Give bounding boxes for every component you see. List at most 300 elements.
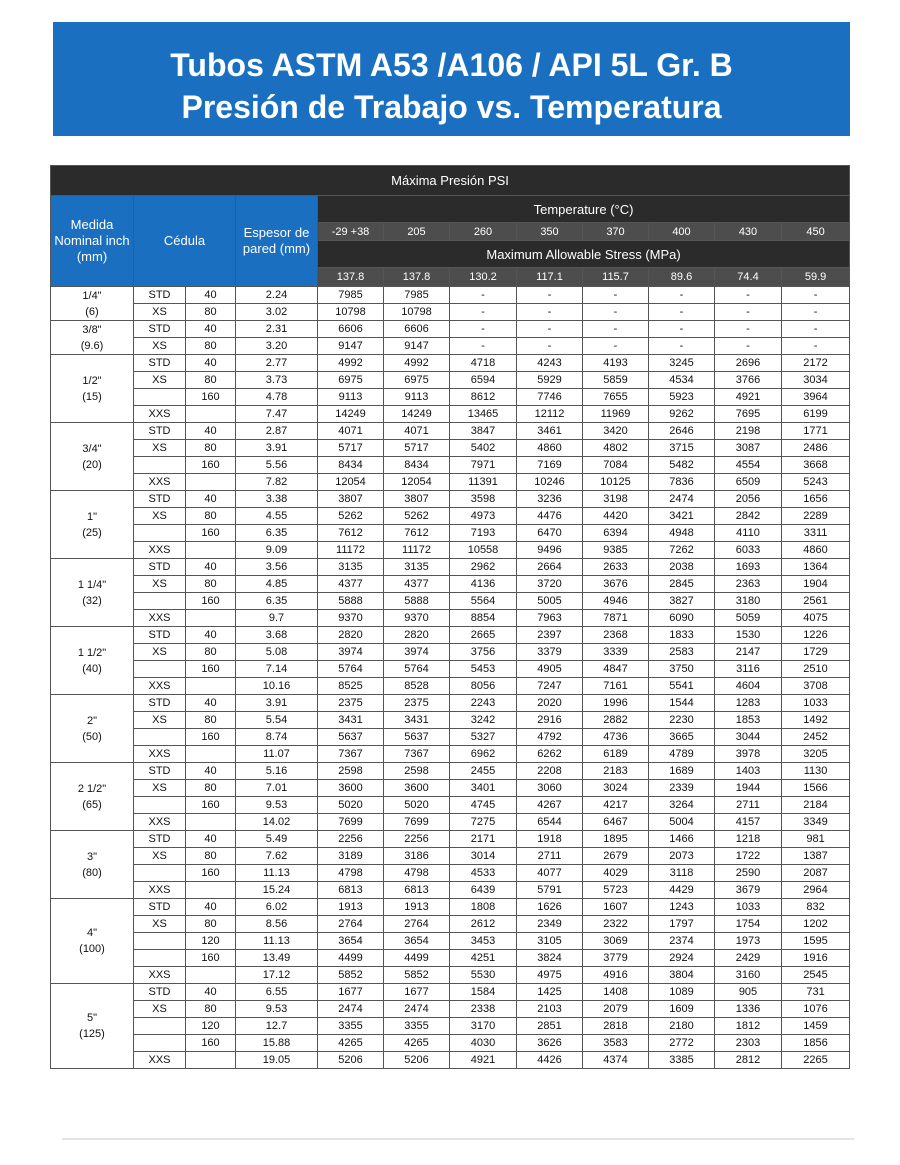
pressure-cell: 5262 <box>318 508 384 525</box>
stress-cell: 74.4 <box>715 268 782 287</box>
pressure-cell: 6394 <box>583 525 649 542</box>
schedule-number-cell: 80 <box>186 712 236 729</box>
temperature-cell: 350 <box>517 223 583 241</box>
pressure-cell: 832 <box>782 899 850 916</box>
schedule-cell <box>134 661 186 678</box>
schedule-number-cell: 40 <box>186 627 236 644</box>
nominal-size-inch: 2 1/2" <box>77 782 107 795</box>
schedule-cell <box>134 950 186 967</box>
pressure-cell: 3974 <box>318 644 384 661</box>
pressure-cell: 6470 <box>517 525 583 542</box>
nominal-size-cell <box>51 491 134 559</box>
pressure-cell: 4217 <box>583 797 649 814</box>
pressure-cell: 8854 <box>450 610 517 627</box>
nominal-size-inch: 1/4" <box>82 289 102 302</box>
wall-thickness-cell: 3.02 <box>236 304 318 321</box>
pressure-cell: 7084 <box>583 457 649 474</box>
pressure-cell: 1202 <box>782 916 850 933</box>
schedule-number-cell <box>186 542 236 559</box>
schedule-number-cell: 160 <box>186 1035 236 1052</box>
pressure-cell: 1243 <box>649 899 715 916</box>
pressure-cell: 7612 <box>318 525 384 542</box>
schedule-cell <box>134 797 186 814</box>
schedule-cell: XXS <box>134 1052 186 1069</box>
pressure-cell: 2664 <box>517 559 583 576</box>
schedule-cell: STD <box>134 695 186 712</box>
pressure-cell: 4426 <box>517 1052 583 1069</box>
nominal-size-inch: 1" <box>86 510 98 523</box>
schedule-number-cell: 160 <box>186 457 236 474</box>
pressure-cell: 7699 <box>318 814 384 831</box>
nominal-size-inch: 1 1/2" <box>77 646 107 659</box>
table-row <box>51 457 850 474</box>
wall-thickness-cell: 2.31 <box>236 321 318 338</box>
pressure-cell: 3824 <box>517 950 583 967</box>
pressure-cell: 7169 <box>517 457 583 474</box>
schedule-number-cell <box>186 1052 236 1069</box>
pressure-cell: - <box>450 338 517 355</box>
pressure-cell: 3180 <box>715 593 782 610</box>
schedule-cell: XS <box>134 440 186 457</box>
title-line-2: Presión de Trabajo vs. Temperatura <box>181 89 722 125</box>
schedule-number-cell: 160 <box>186 865 236 882</box>
pressure-cell: 2184 <box>782 797 850 814</box>
temperature-cell: 400 <box>649 223 715 241</box>
pressure-cell: 7655 <box>583 389 649 406</box>
wall-thickness-cell: 14.02 <box>236 814 318 831</box>
table-row <box>51 678 850 695</box>
pressure-cell: 7985 <box>318 287 384 304</box>
pressure-cell: 7275 <box>450 814 517 831</box>
table-row <box>51 593 850 610</box>
pressure-cell: 3242 <box>450 712 517 729</box>
pressure-cell: 2962 <box>450 559 517 576</box>
pressure-cell: 2845 <box>649 576 715 593</box>
pressure-cell: 2851 <box>517 1018 583 1035</box>
wall-thickness-cell: 15.88 <box>236 1035 318 1052</box>
table-row <box>51 797 850 814</box>
stress-cell: 137.8 <box>384 268 450 287</box>
temperature-cell: -29 +38 <box>318 223 384 241</box>
wall-thickness-cell: 12.7 <box>236 1018 318 1035</box>
nominal-size-mm: (6) <box>85 305 99 318</box>
schedule-number-cell: 120 <box>186 933 236 950</box>
pressure-cell: 3461 <box>517 423 583 440</box>
pressure-cell: 3186 <box>384 848 450 865</box>
pressure-cell: 3420 <box>583 423 649 440</box>
pressure-cell: 4718 <box>450 355 517 372</box>
wall-thickness-cell: 7.01 <box>236 780 318 797</box>
pressure-cell: 7836 <box>649 474 715 491</box>
wall-thickness-cell: 5.56 <box>236 457 318 474</box>
schedule-cell: STD <box>134 763 186 780</box>
pressure-cell: 1833 <box>649 627 715 644</box>
pressure-cell: - <box>583 287 649 304</box>
wall-thickness-cell: 3.91 <box>236 440 318 457</box>
pressure-cell: 4554 <box>715 457 782 474</box>
nominal-size-inch: 1/2" <box>82 374 102 387</box>
pressure-cell: 3431 <box>384 712 450 729</box>
pressure-cell: 4798 <box>384 865 450 882</box>
pressure-cell: 7367 <box>384 746 450 763</box>
pressure-cell: - <box>517 321 583 338</box>
pressure-cell: 4921 <box>715 389 782 406</box>
pressure-cell: 3654 <box>318 933 384 950</box>
schedule-cell: STD <box>134 559 186 576</box>
pressure-cell: 3626 <box>517 1035 583 1052</box>
pressure-cell: 2924 <box>649 950 715 967</box>
table-row <box>51 882 850 899</box>
pressure-cell: 2183 <box>583 763 649 780</box>
schedule-cell <box>134 1035 186 1052</box>
wall-thickness-cell: 8.74 <box>236 729 318 746</box>
pressure-cell: 11172 <box>318 542 384 559</box>
pressure-cell: 4110 <box>715 525 782 542</box>
pressure-cell: 1033 <box>782 695 850 712</box>
pressure-cell: 5764 <box>384 661 450 678</box>
table-row <box>51 780 850 797</box>
pressure-cell: 4071 <box>384 423 450 440</box>
schedule-cell: STD <box>134 355 186 372</box>
table-main-header: Máxima Presión PSI <box>51 166 850 196</box>
schedule-number-cell: 160 <box>186 950 236 967</box>
schedule-number-cell: 120 <box>186 1018 236 1035</box>
pressure-cell: 3087 <box>715 440 782 457</box>
pressure-cell: 3827 <box>649 593 715 610</box>
nominal-size-cell <box>51 627 134 695</box>
schedule-cell <box>134 593 186 610</box>
pressure-cell: 3355 <box>318 1018 384 1035</box>
stress-cell: 115.7 <box>583 268 649 287</box>
pressure-cell: 4136 <box>450 576 517 593</box>
pressure-cell: 4789 <box>649 746 715 763</box>
pressure-cell: 5888 <box>318 593 384 610</box>
table-row <box>51 661 850 678</box>
pressure-cell: 5482 <box>649 457 715 474</box>
table-row <box>51 899 850 916</box>
nominal-size-cell <box>51 287 134 321</box>
pressure-cell: 1544 <box>649 695 715 712</box>
schedule-cell: XS <box>134 644 186 661</box>
wall-thickness-cell: 3.73 <box>236 372 318 389</box>
pressure-cell: 3974 <box>384 644 450 661</box>
pressure-cell: 7612 <box>384 525 450 542</box>
pressure-cell: - <box>517 304 583 321</box>
pressure-cell: 3034 <box>782 372 850 389</box>
schedule-cell: STD <box>134 899 186 916</box>
nominal-size-cell <box>51 831 134 899</box>
pressure-cell: 7971 <box>450 457 517 474</box>
table-row <box>51 440 850 457</box>
pressure-cell: - <box>649 338 715 355</box>
pressure-cell: 5723 <box>583 882 649 899</box>
wall-thickness-cell: 4.78 <box>236 389 318 406</box>
table-row <box>51 950 850 967</box>
pressure-cell: 2455 <box>450 763 517 780</box>
pressure-cell: 5541 <box>649 678 715 695</box>
pressure-cell: 1033 <box>715 899 782 916</box>
nominal-size-cell <box>51 355 134 423</box>
pressure-cell: 2545 <box>782 967 850 984</box>
pressure-cell: 5637 <box>384 729 450 746</box>
nominal-size-mm: (100) <box>79 943 105 955</box>
pressure-cell: 3135 <box>384 559 450 576</box>
pressure-cell: 981 <box>782 831 850 848</box>
wall-thickness-cell: 7.82 <box>236 474 318 491</box>
pressure-cell: 1595 <box>782 933 850 950</box>
pressure-cell: 5243 <box>782 474 850 491</box>
pressure-cell: 4077 <box>517 865 583 882</box>
table-row <box>51 389 850 406</box>
schedule-number-cell: 80 <box>186 304 236 321</box>
pressure-cell: 2486 <box>782 440 850 457</box>
pressure-cell: 5327 <box>450 729 517 746</box>
pressure-cell: 5004 <box>649 814 715 831</box>
pressure-cell: 4157 <box>715 814 782 831</box>
wall-thickness-cell: 8.56 <box>236 916 318 933</box>
schedule-cell: XXS <box>134 678 186 695</box>
pressure-cell: 6439 <box>450 882 517 899</box>
wall-thickness-cell: 3.56 <box>236 559 318 576</box>
pressure-cell: 3676 <box>583 576 649 593</box>
pressure-cell: 4921 <box>450 1052 517 1069</box>
pressure-cell: 14249 <box>318 406 384 423</box>
pressure-cell: 11391 <box>450 474 517 491</box>
pressure-cell: 4802 <box>583 440 649 457</box>
pressure-cell: 1722 <box>715 848 782 865</box>
wall-thickness-cell: 4.55 <box>236 508 318 525</box>
stress-cell: 130.2 <box>450 268 517 287</box>
pressure-cell: 1808 <box>450 899 517 916</box>
pressure-cell: 3668 <box>782 457 850 474</box>
pressure-cell: 2583 <box>649 644 715 661</box>
pressure-cell: 3116 <box>715 661 782 678</box>
wall-thickness-cell: 3.68 <box>236 627 318 644</box>
pressure-cell: - <box>715 338 782 355</box>
pressure-cell: 6606 <box>384 321 450 338</box>
pressure-cell: 4265 <box>384 1035 450 1052</box>
pressure-cell: 9370 <box>384 610 450 627</box>
pressure-cell: 4975 <box>517 967 583 984</box>
pressure-cell: 3379 <box>517 644 583 661</box>
nominal-size-mm: (15) <box>82 390 102 403</box>
wall-thickness-cell: 9.09 <box>236 542 318 559</box>
table-row <box>51 508 850 525</box>
pressure-cell: 4604 <box>715 678 782 695</box>
schedule-number-cell: 160 <box>186 729 236 746</box>
pressure-cell: 5791 <box>517 882 583 899</box>
pressure-cell: - <box>649 287 715 304</box>
pressure-cell: 6594 <box>450 372 517 389</box>
pressure-cell: 6199 <box>782 406 850 423</box>
pressure-cell: 5859 <box>583 372 649 389</box>
pressure-cell: 6509 <box>715 474 782 491</box>
nominal-size-cell <box>51 321 134 355</box>
wall-thickness-cell: 6.55 <box>236 984 318 1001</box>
pressure-cell: 8434 <box>318 457 384 474</box>
pressure-cell: 6033 <box>715 542 782 559</box>
pressure-cell: 1853 <box>715 712 782 729</box>
table-row <box>51 338 850 355</box>
pressure-cell: 2375 <box>318 695 384 712</box>
nominal-size-mm: (40) <box>82 662 102 675</box>
pressure-cell: 6962 <box>450 746 517 763</box>
pressure-cell: 1689 <box>649 763 715 780</box>
pressure-cell: 12112 <box>517 406 583 423</box>
schedule-cell <box>134 933 186 950</box>
pressure-cell: 2696 <box>715 355 782 372</box>
pressure-cell: 3583 <box>583 1035 649 1052</box>
pressure-cell: 2322 <box>583 916 649 933</box>
pressure-cell: 7193 <box>450 525 517 542</box>
table-row <box>51 372 850 389</box>
pressure-cell: 3245 <box>649 355 715 372</box>
pressure-cell: - <box>649 321 715 338</box>
table-row <box>51 814 850 831</box>
table-row <box>51 576 850 593</box>
pressure-cell: - <box>583 338 649 355</box>
pressure-cell: 1607 <box>583 899 649 916</box>
schedule-number-cell: 40 <box>186 831 236 848</box>
nominal-size-mm: (125) <box>79 1028 105 1040</box>
pressure-cell: 3339 <box>583 644 649 661</box>
pressure-cell: 1283 <box>715 695 782 712</box>
pressure-cell: 5020 <box>318 797 384 814</box>
pressure-cell: 2711 <box>715 797 782 814</box>
pressure-cell: 2103 <box>517 1001 583 1018</box>
schedule-cell: XS <box>134 372 186 389</box>
pressure-cell: 2812 <box>715 1052 782 1069</box>
schedule-cell: STD <box>134 491 186 508</box>
schedule-cell: XS <box>134 508 186 525</box>
pressure-cell: 2598 <box>384 763 450 780</box>
pressure-cell: 3160 <box>715 967 782 984</box>
pressure-cell: 4499 <box>318 950 384 967</box>
table-row <box>51 1035 850 1052</box>
temperature-cell: 260 <box>450 223 517 241</box>
pressure-cell: 4243 <box>517 355 583 372</box>
schedule-number-cell: 40 <box>186 763 236 780</box>
table-row <box>51 746 850 763</box>
temperature-cell: 430 <box>715 223 782 241</box>
pressure-cell: 4798 <box>318 865 384 882</box>
pressure-cell: 4377 <box>318 576 384 593</box>
pressure-cell: 3807 <box>384 491 450 508</box>
nominal-size-cell <box>51 763 134 831</box>
pressure-cell: 3715 <box>649 440 715 457</box>
schedule-number-cell: 40 <box>186 321 236 338</box>
pressure-cell: 2038 <box>649 559 715 576</box>
pressure-cell: 2087 <box>782 865 850 882</box>
pressure-cell: 4420 <box>583 508 649 525</box>
pressure-cell: 1626 <box>517 899 583 916</box>
schedule-cell: XS <box>134 576 186 593</box>
title-banner <box>53 22 850 136</box>
pressure-cell: 3236 <box>517 491 583 508</box>
pressure-cell: 1996 <box>583 695 649 712</box>
schedule-number-cell: 80 <box>186 780 236 797</box>
wall-thickness-cell: 5.49 <box>236 831 318 848</box>
pressure-cell: 2510 <box>782 661 850 678</box>
nominal-size-cell <box>51 984 134 1069</box>
pressure-cell: 7871 <box>583 610 649 627</box>
pressure-cell: 3189 <box>318 848 384 865</box>
pressure-cell: 2964 <box>782 882 850 899</box>
wall-thickness-cell: 11.07 <box>236 746 318 763</box>
pressure-cell: 11172 <box>384 542 450 559</box>
pressure-cell: 2198 <box>715 423 782 440</box>
pressure-cell: 2303 <box>715 1035 782 1052</box>
pressure-cell: 6544 <box>517 814 583 831</box>
wall-thickness-cell: 9.53 <box>236 1001 318 1018</box>
wall-thickness-cell: 4.85 <box>236 576 318 593</box>
table-row <box>51 287 850 304</box>
schedule-number-cell: 40 <box>186 559 236 576</box>
pressure-cell: 1797 <box>649 916 715 933</box>
pressure-cell: 3598 <box>450 491 517 508</box>
pressure-cell: 11969 <box>583 406 649 423</box>
pressure-cell: 5564 <box>450 593 517 610</box>
pressure-cell: 5923 <box>649 389 715 406</box>
pressure-cell: 3453 <box>450 933 517 950</box>
pressure-cell: 3014 <box>450 848 517 865</box>
pressure-cell: 2349 <box>517 916 583 933</box>
pressure-cell: - <box>517 287 583 304</box>
schedule-number-cell: 40 <box>186 899 236 916</box>
table-row <box>51 627 850 644</box>
nominal-size-inch: 3" <box>86 850 98 863</box>
wall-thickness-cell: 19.05 <box>236 1052 318 1069</box>
temperature-cell: 450 <box>782 223 850 241</box>
pressure-cell: 5453 <box>450 661 517 678</box>
pressure-cell: 8434 <box>384 457 450 474</box>
schedule-number-cell: 40 <box>186 491 236 508</box>
pressure-cell: 1336 <box>715 1001 782 1018</box>
pressure-cell: 4948 <box>649 525 715 542</box>
nominal-size-cell <box>51 559 134 627</box>
pressure-cell: 4860 <box>517 440 583 457</box>
schedule-number-cell: 40 <box>186 984 236 1001</box>
pressure-cell: 5888 <box>384 593 450 610</box>
pressure-cell: 1918 <box>517 831 583 848</box>
schedule-number-cell: 160 <box>186 593 236 610</box>
pressure-cell: 3600 <box>384 780 450 797</box>
wall-thickness-cell: 13.49 <box>236 950 318 967</box>
pressure-cell: 4792 <box>517 729 583 746</box>
pressure-cell: 2772 <box>649 1035 715 1052</box>
pressure-cell: 2452 <box>782 729 850 746</box>
wall-thickness-cell: 7.62 <box>236 848 318 865</box>
pressure-cell: 2172 <box>782 355 850 372</box>
schedule-cell: XS <box>134 1001 186 1018</box>
pressure-cell: 1944 <box>715 780 782 797</box>
schedule-cell: XS <box>134 780 186 797</box>
pressure-cell: 1729 <box>782 644 850 661</box>
pressure-cell: 9113 <box>384 389 450 406</box>
pressure-cell: 2665 <box>450 627 517 644</box>
pressure-cell: 4992 <box>318 355 384 372</box>
table-row <box>51 644 850 661</box>
pressure-cell: 4499 <box>384 950 450 967</box>
pressure-cell: 2147 <box>715 644 782 661</box>
pressure-cell: 1459 <box>782 1018 850 1035</box>
pressure-cell: - <box>782 304 850 321</box>
pressure-cell: 3654 <box>384 933 450 950</box>
pressure-cell: 10125 <box>583 474 649 491</box>
pressure-cell: - <box>583 304 649 321</box>
wall-thickness-cell: 3.38 <box>236 491 318 508</box>
pressure-cell: 1226 <box>782 627 850 644</box>
